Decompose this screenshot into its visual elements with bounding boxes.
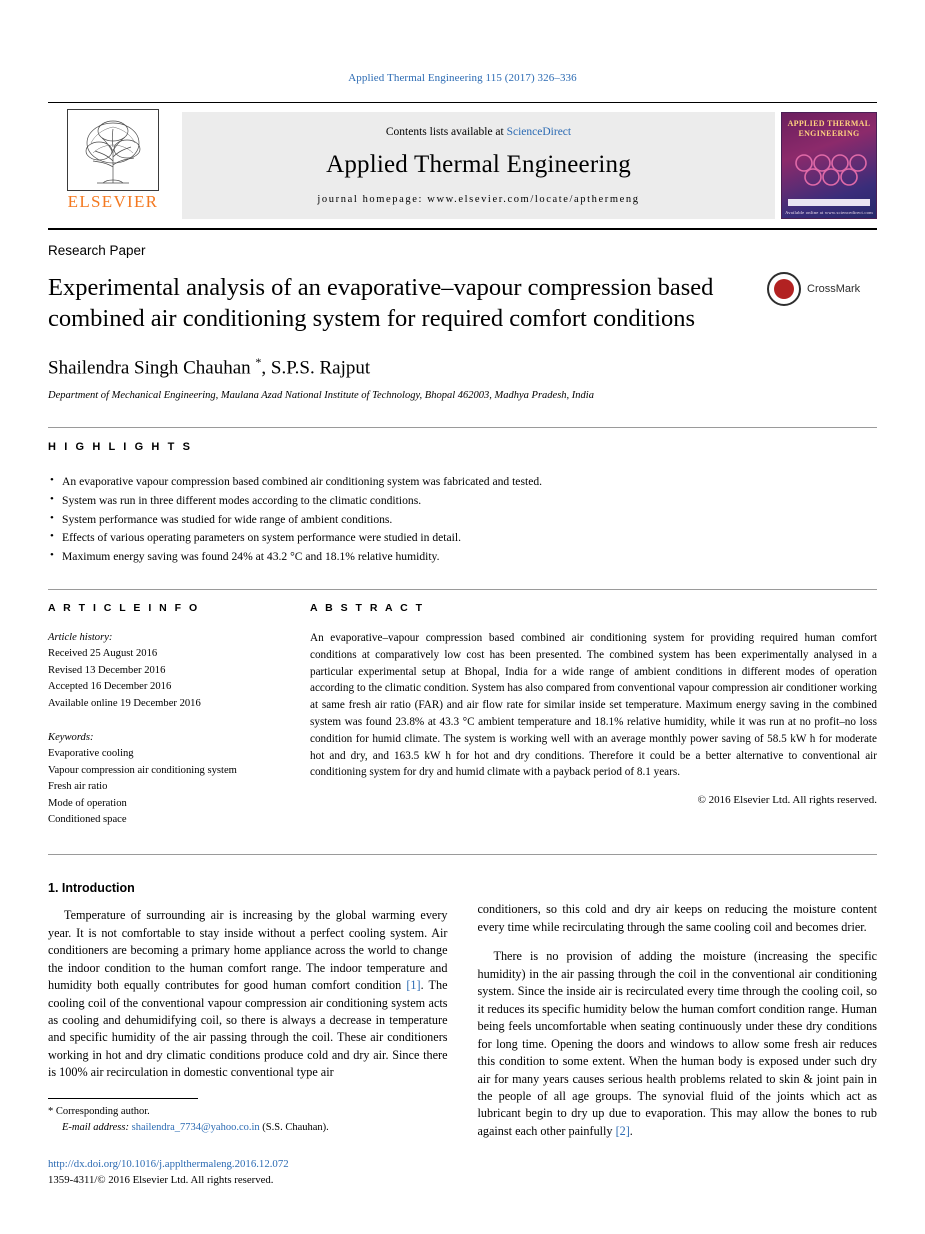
article-info-heading: A R T I C L E I N F O xyxy=(48,601,200,614)
list-item: • An evaporative vapour compression based combined air conditioning system was fabricated and tested. xyxy=(48,473,877,492)
article-history-block xyxy=(48,630,280,712)
doi-link[interactable]: http://dx.doi.org/10.1016/j.applthermaleng.2016.12.072 xyxy=(48,1158,289,1171)
list-item: • Maximum energy saving was found 24% at 43.2 °C and 18.1% relative humidity. xyxy=(48,548,877,567)
paragraph-text: Temperature of surrounding air is increasing by the global warming every year. It is not comfortable to stay inside without a perfect cooling system. Air conditioners are becoming a primary home appliance across the world to change the indoor condition to the human comfort range. The indoor temperature and humidity both equally contributes for good human comfort condition [1]. The cooling coil of the conventional vapour compression air conditioning system acts as cooling and dehumidifying coil, so there is always a decrease in temperature and specific humidity of the air passing through the coil. These air conditioners working in hot and dry climatic conditions produce cold and dry air. Since there is 100% air recirculation in domestic conventional type air xyxy=(48,908,448,1080)
cover-bar xyxy=(788,199,870,206)
keywords-label: Keywords: xyxy=(48,731,94,743)
keyword-item: Evaporative cooling xyxy=(48,748,134,760)
keyword-item: Mode of operation xyxy=(48,797,127,809)
keywords-block xyxy=(48,730,280,828)
contents-line xyxy=(386,126,571,138)
cover-rings-graphic xyxy=(782,149,877,197)
email-suffix: (S.S. Chauhan). xyxy=(262,1121,329,1133)
journal-title: Applied Thermal Engineering xyxy=(326,151,631,178)
footnote-block xyxy=(48,1098,448,1136)
history-item: Accepted 16 December 2016 xyxy=(48,681,172,693)
running-head: Applied Thermal Engineering 115 (2017) 326–336 xyxy=(348,72,577,84)
highlights-divider xyxy=(48,427,877,428)
author-email-link[interactable]: shailendra_7734@yahoo.co.in xyxy=(131,1121,260,1133)
article-type: Research Paper xyxy=(48,243,146,258)
body-column-left xyxy=(48,881,448,1212)
affiliation: Department of Mechanical Engineering, Maulana Azad National Institute of Technology, Bhopal 462003, Madhya Pradesh, India xyxy=(48,390,594,402)
paragraph-text: conditioners, so this cold and dry air keeps on reducing the moisture content every time while recirculating through the same cooling coil and becomes drier. xyxy=(477,902,877,934)
paragraph-text: There is no provision of adding the moisture (increasing the specific humidity) in the air passing through the coil in the conventional air conditioning system. Since the inside air is recirculated every time through the cooling coil, so it reduces its specific humidity below the human comfort condition range. Human being feels uncomfortable when seating continuously under these dry conditions for long time. Opening the doors and windows to allow some fresh air reduces this condition to some extent. When the human body is exposed under such dry air for many years causes serious health problems related to skin & joint pain in the people of all age groups. The synovial fluid of the joints which act as lubricant begin to dry up due to evaporation. This may allow the bones to rub against each other painfully [2]. xyxy=(477,949,877,1138)
corresponding-author-note: * Corresponding author. xyxy=(48,1105,150,1117)
article-history-label: Article history: xyxy=(48,631,113,643)
article-info-column xyxy=(48,602,280,828)
footnote-rule xyxy=(48,1098,198,1099)
elsevier-logo xyxy=(48,103,178,228)
contents-prefix: Contents lists available at xyxy=(385,126,504,138)
elsevier-tree-icon xyxy=(67,109,159,191)
list-item: • Effects of various operating parameters on system performance were studied in detail. xyxy=(48,529,877,548)
list-item: • System was run in three different modes according to the climatic conditions. xyxy=(48,492,877,511)
abstract-column xyxy=(310,602,877,828)
history-item: Revised 13 December 2016 xyxy=(48,664,166,676)
abstract-copyright: © 2016 Elsevier Ltd. All rights reserved. xyxy=(697,794,877,807)
journal-cover-thumbnail xyxy=(781,112,877,219)
abstract-bottom-divider xyxy=(48,854,877,855)
email-note xyxy=(62,1120,448,1136)
page-title: Experimental analysis of an evaporative–vapour compression based combined air conditioning system for required comfort conditions xyxy=(48,274,714,333)
cover-title: APPLIED THERMAL ENGINEERING xyxy=(787,119,871,138)
email-label: E-mail address: xyxy=(62,1121,129,1133)
crossmark-label: CrossMark xyxy=(807,283,861,295)
paragraph xyxy=(478,948,878,1140)
page-footer xyxy=(48,1157,448,1212)
keyword-item: Vapour compression air conditioning system xyxy=(48,764,237,776)
paragraph xyxy=(478,901,878,936)
highlights-list xyxy=(48,473,877,567)
author-list: Shailendra Singh Chauhan *, S.P.S. Rajput xyxy=(48,354,371,379)
issn-copyright: 1359-4311/© 2016 Elsevier Ltd. All rights reserved. xyxy=(48,1173,274,1186)
journal-masthead xyxy=(48,102,877,230)
sciencedirect-link[interactable]: ScienceDirect xyxy=(506,126,572,138)
info-abstract-section xyxy=(48,589,877,828)
list-item: • System performance was studied for wide range of ambient conditions. xyxy=(48,511,877,530)
history-item: Available online 19 December 2016 xyxy=(48,697,201,709)
elsevier-wordmark: ELSEVIER xyxy=(67,192,159,211)
body-columns xyxy=(48,881,877,1212)
cover-footer: Available online at www.sciencedirect.com xyxy=(785,210,873,215)
body-column-right xyxy=(478,881,878,1212)
journal-homepage: journal homepage: www.elsevier.com/locate/apthermeng xyxy=(317,194,640,205)
highlights-heading: H I G H L I G H T S xyxy=(48,441,193,454)
abstract-text: An evaporative–vapour compression based combined air conditioning system for providing required human comfort conditions at comparatively low cost has been presented. The combined system has been experimentally analysed in a particular experimental setup at Bhopal, India for a wide range of ambient conditions in different modes of operation according to the climatic condition. System has also compared from conventional vapour compression air conditioner working at same fresh air ratio (FAR) and air flow rate for similar inside set temperature. Maximum energy saving in the combined system was found 23.8% at 43.3 °C ambient temperature and 18.1% relative humidity, while it was run at no profit–no loss condition for humid climate. The system is working well with an average monthly power saving of 58.5 kW h for moderate hot and dry, and 163.5 kW h for hot and dry conditions. Therefore it could be a better alternative to conventional air conditioning system for dry and humid climate with a payback period of 8.1 years. xyxy=(310,631,877,779)
history-item: Received 25 August 2016 xyxy=(48,648,158,660)
abstract-heading: A B S T R A C T xyxy=(310,601,425,614)
paragraph xyxy=(48,907,448,1081)
crossmark-badge[interactable] xyxy=(767,272,877,306)
citation-link[interactable]: [2] xyxy=(615,1123,630,1138)
section-heading-introduction: 1. Introduction xyxy=(48,881,135,896)
journal-center-block xyxy=(182,112,775,219)
keyword-item: Fresh air ratio xyxy=(48,781,108,793)
citation-link[interactable]: [1] xyxy=(406,978,421,993)
keyword-item: Conditioned space xyxy=(48,814,127,826)
crossmark-icon xyxy=(767,272,801,306)
